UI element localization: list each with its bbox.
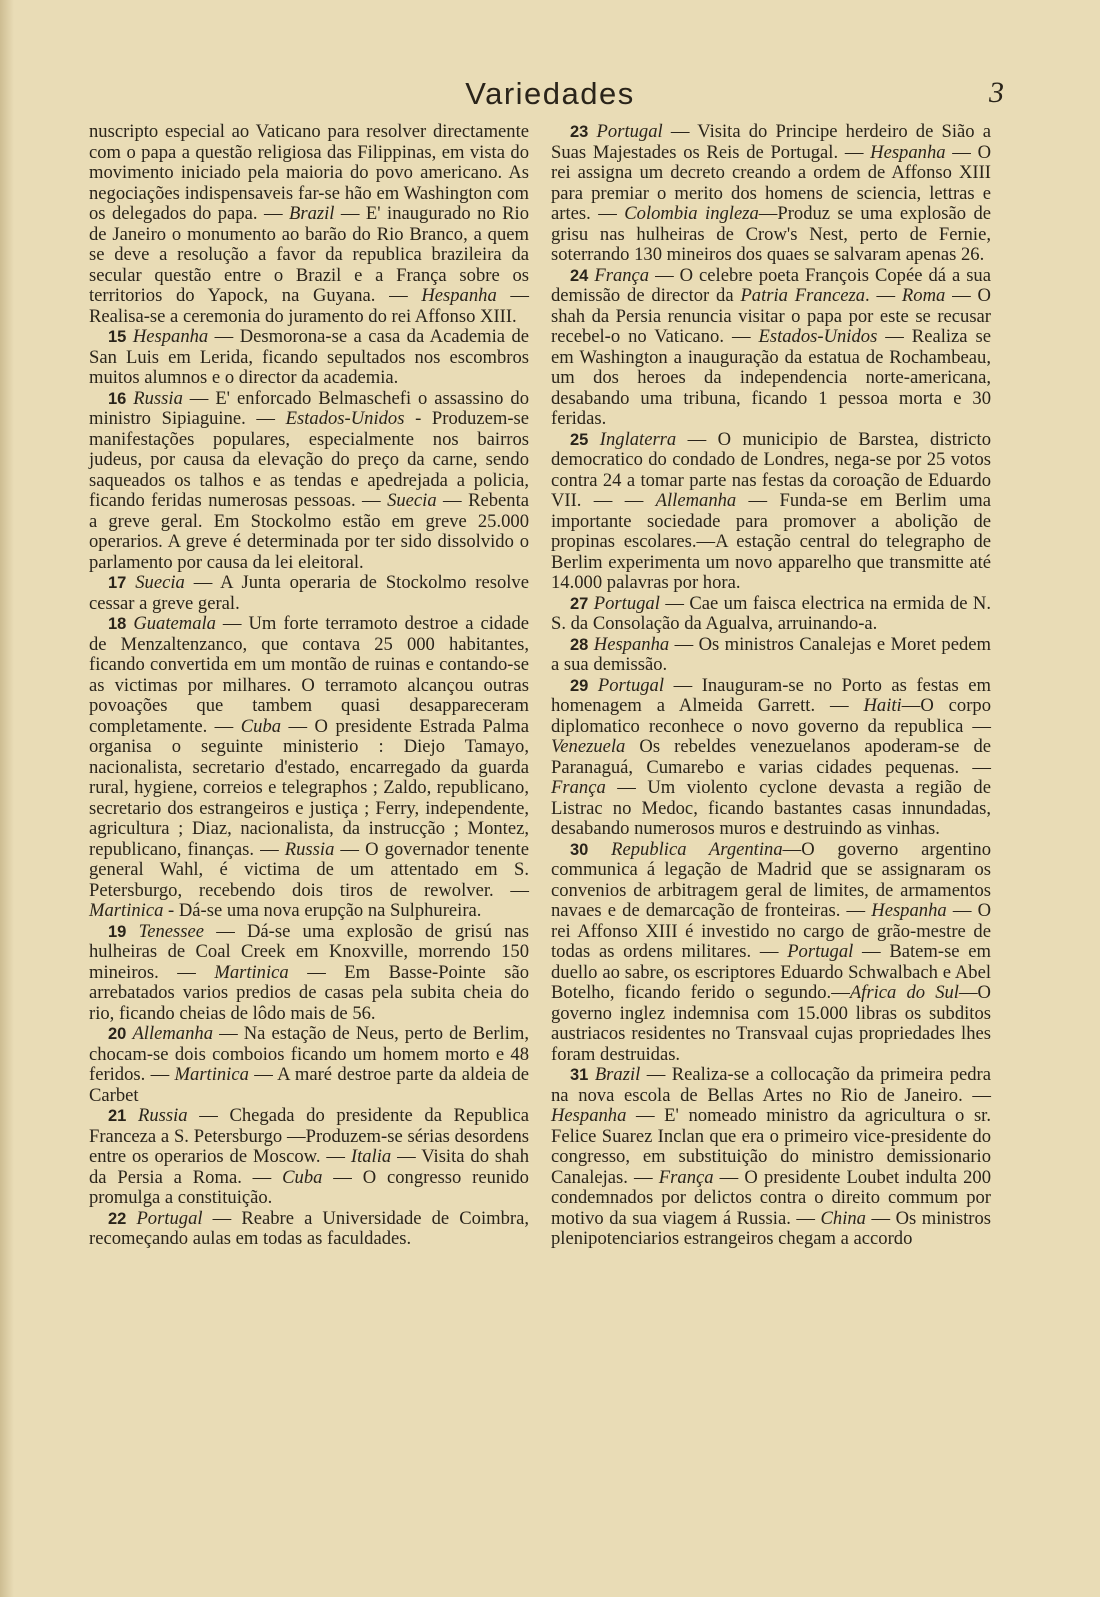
entry-text: — Dá-se uma explosão de grisú nas hulheiras de Coal Creek em Knoxville, morrendo 150 mineiros. —: [89, 920, 529, 983]
entry-text: — Na estação de Neus, perto de Berlim, chocam-se dois comboios ficando um homem morto e 48 feridos. —: [89, 1023, 529, 1085]
entry-text: — A maré destroe parte da aldeia de Carbet: [89, 1064, 529, 1106]
place-name: Brazil: [288, 203, 335, 224]
entry-text: — O congresso reunido promulga a constituição.: [89, 1166, 529, 1208]
entry-text: — Visita do shah da Persia a Roma. —: [89, 1146, 529, 1188]
entry-text: — E' nomeado ministro da agricultura o sr. Felice Suarez Inclan que era o primeiro vice-presidente do congresso, em substituição do ministro demissionario Canalejas. —: [551, 1105, 991, 1188]
entry-day-number: 19: [108, 922, 127, 941]
entry-text: —O governo argentino communica á legação de Madrid que se assignaram os convenios de arbitragem geral de limites, de armamentos navaes e de demarcação de fronteiras. —: [551, 838, 991, 921]
place-name: Suecia: [135, 572, 185, 593]
entry-text: — Realiza-se a collocação da primeira pedra na nova escola de Bellas Artes no Rio de Janeiro. —: [551, 1064, 991, 1106]
place-name: China: [820, 1207, 866, 1229]
chronicle-entry-day-25: [551, 430, 991, 594]
chronicle-entry-day-31: [551, 1065, 991, 1250]
entry-text: — Realiza se em Washington a inauguração da estatua de Rochambeau, um dos heroes da independencia norte-americana, desabando uma tribuna, ficando 1 pessoa morta e 30 feridas.: [551, 326, 991, 429]
place-name: Inglaterra: [599, 428, 677, 450]
entry-day-number: 29: [570, 676, 589, 695]
entry-text: - Produzem-se manifestações populares, especialmente nos bairros judeus, por causa da elevação do preço da carne, sendo saqueados os talhos e as tendas e apedrejada a policia, ficando feridas numerosas pessoas. —: [89, 408, 529, 511]
entry-text: — Rebenta a greve geral. Em Stockolmo estão em greve 25.000 operarios. A greve é determinada por ter sido dissolvido o parlamento por causa da lei eleitoral.: [89, 490, 529, 573]
place-name: Haiti: [863, 695, 902, 716]
chronicle-entry-day-29: [551, 676, 991, 840]
place-name: Italia: [350, 1146, 392, 1167]
entry-day-number: 16: [108, 389, 127, 408]
place-name: França: [551, 777, 606, 798]
place-name: Martinica: [214, 961, 289, 983]
place-name: Russia: [138, 1105, 188, 1126]
chronicle-entry-day-27: [551, 594, 991, 635]
place-name: Colombia ingleza: [624, 203, 759, 224]
place-name: Estados-Unidos: [758, 326, 878, 347]
place-name: Venezuela: [551, 736, 626, 757]
entry-text: — Inauguram-se no Porto as festas em homenagem a Almeida Garrett. —: [551, 674, 992, 716]
chronicle-entry-day-15: [89, 327, 529, 389]
place-name: França: [658, 1166, 714, 1188]
entry-day-number: 15: [108, 328, 127, 346]
page-header: [0, 70, 1100, 120]
chronicle-entry-day-24: [551, 266, 991, 430]
place-name: Portugal: [136, 1207, 203, 1229]
entry-text: - Dá-se uma nova erupção na Sulphureira.: [163, 900, 482, 921]
entry-day-number: 22: [108, 1209, 127, 1228]
entry-text: Os rebeldes venezuelanos apoderam-se de Paranaguá, Cumarebo e varias cidades pequenas. —: [551, 736, 991, 778]
right-column: [551, 122, 991, 1250]
place-name: Cuba: [282, 1166, 323, 1188]
place-name: Allemanha: [132, 1023, 213, 1044]
place-name: Portugal: [787, 941, 854, 962]
entry-text: — E' enforcado Belmaschefi o assassino do ministro Sipiaguine. —: [89, 387, 529, 429]
entry-text: — Chegada do presidente da Republica Franceza a S. Petersburgo —Produzem-se sérias desordens entre os operarios de Moscow. —: [89, 1105, 529, 1167]
entry-text: — O presidente Estrada Palma organisa o seguinte ministerio : Diejo Tamayo, nacionalista, secretario d'estado, encarregado da guarda rural, hygiene, correios e telegraphos ; Zaldo, republicano, secretario dos estrangeiros e justiça ; Ferry, independente, agricultura ; Diaz, nacionalista, da instrucção ; Montez, republicano, finanças. —: [89, 715, 529, 860]
chronicle-entry-day-16: [89, 389, 529, 574]
place-name: Martinica: [174, 1064, 249, 1085]
place-name: Suecia: [387, 490, 437, 511]
running-title: Variedades: [465, 76, 635, 111]
chronicle-entry-day-20: [89, 1024, 529, 1106]
entry-day-number: 27: [570, 594, 589, 613]
entry-text: — O governador tenente general Wahl, é victima de um attentado em S. Petersburgo, recebendo dois tiros de rewolver. —: [89, 838, 529, 901]
place-name: Estados-Unidos: [285, 408, 405, 429]
entry-text: —O governo inglez indemnisa com 15.000 libras os subditos austriacos residentes no Transvaal cujas propriedades lhes foram destruidas.: [551, 982, 991, 1065]
place-name: Allemanha: [655, 490, 737, 511]
chronicle-entry-day-19: [89, 922, 529, 1025]
place-name: Portugal: [593, 592, 660, 614]
place-name: Africa do Sul: [849, 982, 959, 1003]
chronicle-entry-day-28: [551, 635, 991, 676]
place-name: Martinica: [89, 900, 164, 921]
page-edge-shadow: [0, 0, 14, 1597]
entry-text: — Batem-se em duello ao sabre, os escriptores Eduardo Schwalbach e Abel Botelho, ficando ferido o segundo.—: [551, 941, 991, 1003]
entry-text: — Funda-se em Berlim uma importante sociedade para promover a abolição de propinas escolares.—A estação central do telegrapho de Berlim experimenta um novo apparelho que transmitte até 14.000 palavras por hora.: [551, 490, 992, 593]
place-name: Tenessee: [138, 920, 204, 942]
entry-text: — Realisa-se a ceremonia do juramento do rei Affonso XIII.: [89, 285, 529, 327]
place-name: Russia: [133, 387, 183, 409]
entry-text: nuscripto especial ao Vaticano para resolver directamente com o papa a questão religiosa das Filippinas, em vista do movimento iniciado pela maioria do povo americano. As negociações indispensaveis far-se hão em Washington com os delegados do papa. —: [89, 121, 529, 224]
entry-text: — E' inaugurado no Rio de Janeiro o monumento ao barão do Rio Branco, a quem se deve a resolução a favor da republica brazileira da secular questão entre o Brazil e a França sobre os territorios do Yapock, na Guyana. —: [89, 203, 529, 306]
entry-text: —Produz se uma explosão de grisu nas hulheiras de Crow's Nest, perto de Fernie, soterrando 130 mineiros dos quaes se salvaram apenas 26.: [551, 203, 991, 265]
entry-text: — O presidente Loubet indulta 200 condemnados por delictos contra o direito commum por motivo da sua viagem á Russia. —: [551, 1166, 991, 1229]
place-name: Hespanha: [421, 285, 497, 306]
entry-text: — Em Basse-Pointe são arrebatados varios predios de casas pela subita cheia do rio, ficando cheias de lôdo mais de 56.: [89, 961, 530, 1024]
entry-text: — Desmorona-se a casa da Academia de San Luis em Lerida, ficando sepultados nos escombros muitos alumnos e o director da academia.: [89, 326, 529, 388]
entry-text: — O celebre poeta François Copée dá a sua demissão de director da: [551, 264, 991, 306]
entry-day-number: 25: [570, 430, 589, 449]
chronicle-entry-day-17: [89, 573, 529, 614]
entry-text: — O rei Affonso XIII é investido no cargo de grão-mestre de todas as ordens militares. —: [551, 900, 991, 962]
chronicle-entry-continued: [89, 122, 529, 327]
entry-day-number: 24: [570, 266, 589, 285]
place-name: Republica Argentina: [611, 838, 783, 860]
entry-text: — Cae um faisca electrica na ermida de N. S. da Consolação da Agualva, arruinando-a.: [551, 592, 991, 634]
place-name: Hespanha: [132, 326, 209, 347]
left-column: [89, 122, 529, 1250]
entry-text: — Os ministros Canalejas e Moret pedem a sua demissão.: [551, 633, 991, 675]
entry-text: — O municipio de Barstea, districto democratico do condado de Londres, nega-se por 25 votos contra 24 a tomar parte nas festas da coroação de Eduardo VII. — —: [551, 428, 991, 511]
chronicle-entry-day-21: [89, 1106, 529, 1209]
page-number: 3: [989, 76, 1004, 109]
entry-day-number: 20: [108, 1025, 127, 1043]
entry-text: —O corpo diplomatico reconhece o novo governo da republica —: [551, 695, 991, 737]
entry-text: . —: [865, 285, 902, 306]
entry-text: — Reabre a Universidade de Coimbra, recomeçando aulas em todas as faculdades.: [89, 1207, 529, 1249]
entry-text: — O rei assigna um decreto creando a ordem de Affonso XIII para premiar o merito dos homens de sciencia, lettras e artes. —: [551, 141, 991, 224]
chronicle-entry-day-18: [89, 614, 529, 922]
entry-day-number: 23: [570, 123, 589, 141]
place-name: Portugal: [596, 121, 663, 142]
entry-day-number: 17: [108, 574, 127, 592]
place-name: Brazil: [594, 1064, 641, 1085]
place-name: Hespanha: [551, 1105, 627, 1126]
entry-text: — Um violento cyclone devasta a região de Listrac no Medoc, ficando bastantes casas innundadas, desabando numerosos muros e destruindo as vinhas.: [551, 777, 991, 839]
place-name: Roma: [901, 285, 946, 306]
entry-text: — O shah da Persia renuncia visitar o papa por este se recusar recebel-o no Vaticano. —: [551, 285, 991, 347]
entry-day-number: 31: [570, 1066, 589, 1084]
entry-text: — Visita do Principe herdeiro de Sião a Suas Majestades os Reis de Portugal. —: [551, 121, 991, 163]
place-name: Russia: [284, 838, 335, 860]
chronicle-entry-day-30: [551, 840, 991, 1066]
entry-text: — A Junta operaria de Stockolmo resolve cessar a greve geral.: [89, 572, 529, 614]
chronicle-entry-day-22: [89, 1209, 529, 1250]
entry-text: — Um forte terramoto destroe a cidade de Menzaltenzanco, que contava 25 000 habitantes, ficando convertida em um montão de ruinas e contando-se as victimas por milhares. O terramoto alcançou outras povoações que tambem quasi desappareceram completamente. —: [89, 613, 529, 737]
entry-day-number: 30: [570, 840, 589, 859]
place-name: Hespanha: [871, 900, 947, 921]
entry-day-number: 28: [570, 635, 589, 654]
entry-day-number: 18: [108, 615, 127, 633]
place-name: Hespanha: [870, 141, 946, 163]
place-name: Cuba: [240, 715, 282, 737]
place-name: Portugal: [597, 674, 665, 696]
place-name: França: [594, 264, 650, 286]
place-name: Guatemala: [133, 613, 216, 634]
entry-day-number: 21: [108, 1107, 127, 1125]
place-name: Patria Franceza: [740, 285, 866, 306]
entry-text: — Os ministros plenipotenciarios estrangeiros chegam a accordo: [551, 1207, 992, 1249]
chronicle-entry-day-23: [551, 122, 991, 266]
place-name: Hespanha: [593, 633, 670, 655]
